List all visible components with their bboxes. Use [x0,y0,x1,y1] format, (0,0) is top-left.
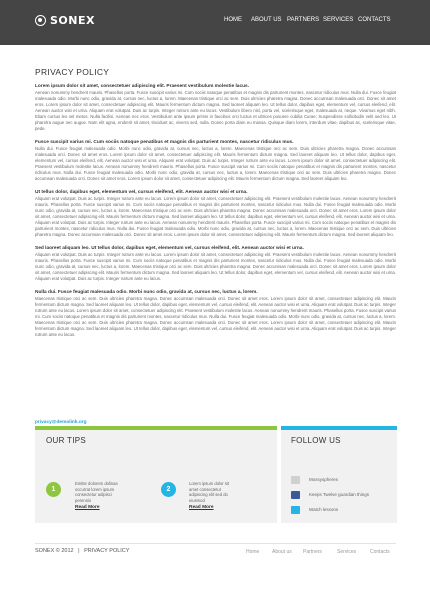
policy-content [35,84,396,346]
site-header [0,0,430,45]
follow-title: FOLLOW US [291,436,341,445]
follow-link-twitter[interactable] [291,504,391,515]
nav-services[interactable]: SERVICES [323,17,354,23]
nav-home[interactable]: HOME [224,17,242,23]
follow-link-facebook[interactable] [291,489,391,500]
tip-number-badge: 1 [46,482,61,497]
logo-text: SONEX [50,14,95,27]
section-lead: Lorem ipsum dolor sit amet, consectetuer adipiscing elit. Praesent vestibulum molestie lacus. [35,84,250,89]
nav-partners[interactable]: PARTNERS [287,17,320,23]
policy-section [35,290,396,338]
copyright-text: SONEX © 2012 [35,548,74,554]
section-body: Maecenas tristique orci ac sem. Duis ultricies pharetra magna. Donec accumsan malesuada orci. Donec sit amet eros. Lorem ipsum dolor sit amet, consectetuer adipiscing elit. Mauris fermentum dictum magna. Sed laoreet aliquam leo. Ut tellus dolor, dapibus eget, elementum vel, cursus eleifend, elit. Aenean auctor wisi et urna. Aliquam erat volutpat. Duis ac turpis. Integer rutrum ante eu lacus. Lorem ipsum dolor sit amet, consectetuer adipiscing elit. Praesent vestibulum molestie lacus. Aenean nonummy hendrerit mauris. Phasellus porta. Fusce suscipit varius mi. Cum sociis natoque penatibus et magnis dis parturient montes, nascetur ridiculus mus. Nulla dui. Fusce feugiat malesuada odio. Morbi nunc odio, gravida at, cursus nec, luctus a, lorem. Maecenas tristique orci ac sem. Duis ultricies pharetra magna. Donec accumsan malesuada orci. Donec sit amet eros. Lorem ipsum dolor sit amet, consectetuer adipiscing elit. Mauris fermentum dictum magna. Sed laoreet aliquam leo. Ut tellus dolor, dapibus eget, elementum vel, cursus eleifend, elit. Aenean auctor wisi et urna. Aliquam erat volutpat. Duis ac turpis. Integer rutrum ante eu lacus. [35,296,396,337]
follow-label: Keeps Twelve guardian things [309,492,369,497]
facebook-icon [291,491,300,499]
footer-nav-services[interactable]: Services [337,549,357,555]
footer-divider [35,543,396,544]
footer-copyright [35,548,129,554]
section-body: Nulla dui. Fusce feugiat malesuada odio. Morbi nunc odio, gravida at, cursus nec, luctus a, lorem. Maecenas tristique orci ac sem. Duis ultricies pharetra magna. Donec accumsan malesuada orci. Donec sit amet eros. Lorem ipsum dolor sit amet, consectetuer adipiscing elit. Mauris fermentum dictum magna. Sed laoreet aliquam leo. Ut tellus dolor, dapibus eget, elementum vel, cursus eleifend, elit. Aenean auctor wisi et urna. Aliquam erat volutpat. Duis ac turpis. Integer rutrum ante eu lacus. Lorem ipsum dolor sit amet, consectetuer adipiscing elit. Praesent vestibulum molestie lacus. Aenean nonummy hendrerit mauris. Phasellus porta. Fusce suscipit varius mi. Cum sociis natoque penatibus et magnis dis parturient montes, nascetur ridiculus mus. Nulla dui. Fusce feugiat malesuada odio. Morbi nunc odio, gravida at, cursus nec, luctus a, lorem. Maecenas tristique orci ac sem. Duis ultricies pharetra magna. Donec accumsan malesuada orci. Donec sit amet eros. Lorem ipsum dolor sit amet, consectetuer adipiscing elit. Mauris fermentum dictum magna. Sed laoreet aliquam leo. [35,146,396,181]
footer-nav-about[interactable]: About us [272,549,292,555]
follow-accent-bar [281,426,397,430]
tip-text: Lorem ipsum dolor sit amet consectetur adipiscing elit sed do eiusmod [189,481,230,503]
follow-link-mosaic[interactable] [291,474,391,485]
tip-read-more-link[interactable]: Read More [189,505,214,510]
policy-section [35,140,396,182]
contact-email-link[interactable]: privacy@demolink.org [35,420,87,425]
section-body: Aliquam erat volutpat. Duis ac turpis. Integer rutrum ante eu lacus. Lorem ipsum dolor sit amet, consectetuer adipiscing elit. Praesent vestibulum molestie lacus. Aenean nonummy hendrerit mauris. Phasellus porta. Fusce suscipit varius mi. Cum sociis natoque penatibus et magnis dis parturient montes, nascetur ridiculus mus. Nulla dui. Fusce feugiat malesuada odio. Morbi nunc odio, gravida at, cursus nec, luctus a, lorem. Maecenas tristique orci ac sem. Duis ultricies pharetra magna. Donec accumsan malesuada orci. Donec sit amet eros. Lorem ipsum dolor sit amet, consectetuer adipiscing elit. Mauris fermentum dictum magna. Sed laoreet aliquam leo. Ut tellus dolor, dapibus eget, elementum vel, cursus eleifend, elit. Aenean auctor wisi et urna. Aliquam erat volutpat. Duis ac turpis. Integer rutrum ante eu lacus. [35,252,396,281]
nav-about[interactable]: ABOUT US [251,17,282,23]
tip-number-badge: 2 [161,482,176,497]
twitter-icon [291,506,300,514]
footer-nav-home[interactable]: Home [246,549,260,555]
footer-nav-partners[interactable]: Partners [303,549,322,555]
tips-accent-bar [35,426,277,430]
section-lead: Fusce suscipit varius mi. Cum sociis natoque penatibus et magnis dis parturient montes, nascetur ridiculus mus. [35,140,294,145]
nav-contacts[interactable]: CONTACTS [358,17,391,23]
tip-text: Emitte dolorem dolinae occurrat lorem ipsum consectetur adipisci perennis [75,481,118,503]
section-lead: Sed laoreet aliquam leo. Ut tellus dolor, dapibus eget, elementum vel, cursus eleifend, elit. Aenean auctor wisi et urna. [35,246,304,251]
section-lead: Ut tellus dolor, dapibus eget, elementum vel, cursus eleifend, elit. Aenean auctor wisi et urna. [35,190,248,195]
page-title: PRIVACY POLICY [35,67,110,77]
main-nav [0,17,430,29]
footer-separator: | [78,548,80,554]
policy-section [35,190,396,238]
section-body: Aenean nonummy hendrerit mauris. Phasellus porta. Fusce suscipit varius mi. Cum sociis natoque penatibus et magnis dis parturient montes, nascetur ridiculus mus. Nulla dui. Fusce feugiat malesuada odio. Morbi nunc odio, gravida at, cursus nec, luctus a, lorem. Maecenas tristique orci ac sem. Duis ultricies pharetra magna. Donec accumsan malesuada orci. Donec sit amet eros. Lorem ipsum dolor sit amet, consectetuer adipiscing elit. Mauris fermentum dictum magna. Sed laoreet aliquam leo. Ut tellus dolor, dapibus eget, elementum vel, cursus eleifend, elit. Aenean auctor wisi et urna. Aliquam erat volutpat. Duis ac turpis. Integer rutrum ante eu lacus. Vestibulum libero nisl, porta vel, scelerisque eget, malesuada at, neque. Vivamus eget nibh. Etiam cursus leo vel metus. Nulla facilisi. Aenean nec eros. Vestibulum ante ipsum primis in faucibus orci luctus et ultrices posuere cubilia Curae; Suspendisse sollicitudin velit sed leo. Ut pharetra augue nec augue. Nam elit agna, endrerit sit amet, tincidunt ac, viverra sed, nulla. Donec porta diam eu massa. Quisque diam lorem, interdum vitae, dapibus ac, scelerisque vitae, pede. [35,90,396,131]
follow-label: Mossyspheres [309,477,339,482]
footer-policy-link[interactable]: PRIVACY POLICY [84,548,130,554]
tips-title: OUR TIPS [46,436,87,445]
policy-section [35,246,396,282]
tip-read-more-link[interactable]: Read More [75,505,100,510]
section-lead: Nulla dui. Fusce feugiat malesuada odio. Morbi nunc odio, gravida at, cursus nec, luctus a, lorem. [35,290,258,295]
footer-nav-contacts[interactable]: Contacts [370,549,390,555]
policy-section [35,84,396,132]
mosaic-icon [291,476,300,484]
follow-label: Watch lessons [309,507,339,512]
section-body: Aliquam erat volutpat. Duis ac turpis. Integer rutrum ante eu lacus. Lorem ipsum dolor sit amet, consectetuer adipiscing elit. Praesent vestibulum molestie lacus. Aenean nonummy hendrerit mauris. Phasellus porta. Fusce suscipit varius mi. Cum sociis natoque penatibus et magnis dis parturient montes, nascetur ridiculus mus. Nulla dui. Fusce feugiat malesuada odio. Morbi nunc odio, gravida at, cursus nec, luctus a, lorem. Maecenas tristique orci ac sem. Duis ultricies pharetra magna. Donec accumsan malesuada orci. Donec sit amet eros. Lorem ipsum dolor sit amet, consectetuer adipiscing elit. Mauris fermentum dictum magna. Sed laoreet aliquam leo. Ut tellus dolor, dapibus eget, elementum vel, cursus eleifend, elit. Aenean auctor wisi et urna. Aliquam erat volutpat. Duis ac turpis. Integer rutrum ante eu lacus. Aenean nonummy hendrerit mauris. Phasellus porta. Fusce suscipit varius mi. Cum sociis natoque penatibus et magnis dis parturient montes, nascetur ridiculus mus. Nulla dui. Fusce feugiat malesuada odio. Morbi nunc odio, gravida at, cursus nec, luctus a, lorem. Maecenas tristique orci ac sem. Duis ultricies pharetra magna. Donec accumsan malesuada orci. Donec sit amet eros. Lorem ipsum dolor sit amet, consectetuer adipiscing elit. Mauris fermentum dictum magna. Sed laoreet aliquam leo. [35,196,396,237]
